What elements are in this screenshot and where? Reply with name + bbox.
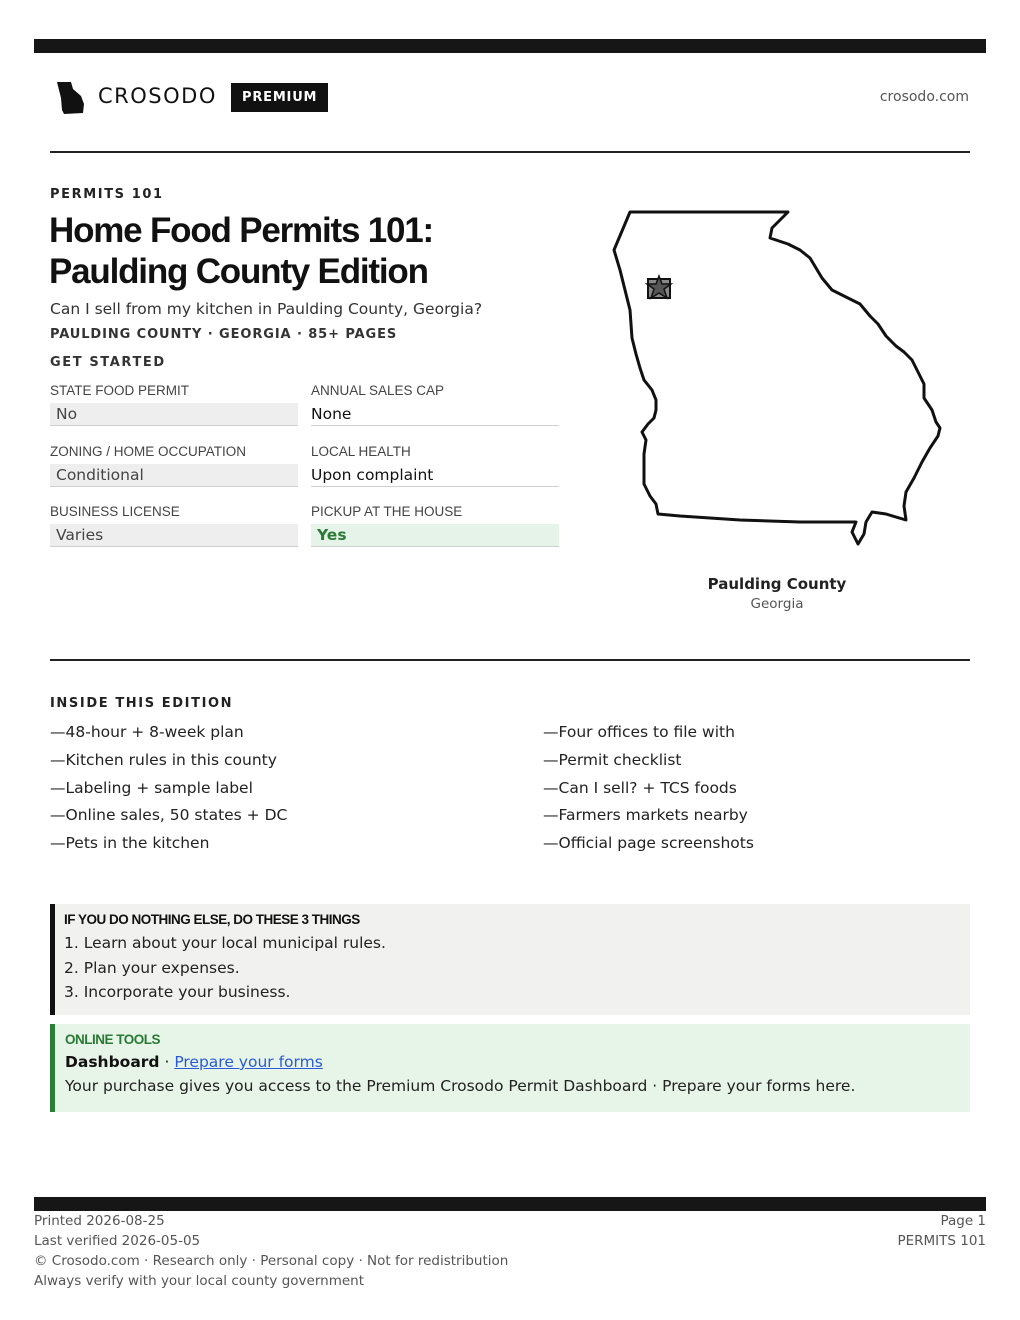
footer-disclaimer: Always verify with your local county government: [34, 1273, 364, 1289]
tools-description: Your purchase gives you access to the Premium Crosodo Permit Dashboard · Prepare your forms here.: [65, 1077, 856, 1095]
toc-item: —48-hour + 8-week plan: [50, 723, 244, 741]
field-label: PICKUP AT THE HOUSE: [311, 504, 463, 519]
field-value: Yes: [311, 524, 559, 547]
field-value: Upon complaint: [311, 464, 559, 487]
field-value: Varies: [50, 524, 298, 547]
field-business-license: [50, 504, 298, 547]
section-divider: [50, 659, 970, 661]
title-line-1: Home Food Permits 101:: [49, 211, 433, 250]
site-url[interactable]: crosodo.com: [879, 89, 969, 105]
footer-copyright: © Crosodo.com · Research only · Personal copy · Not for redistribution: [34, 1253, 509, 1269]
tools-title: ONLINE TOOLS: [65, 1032, 161, 1047]
callout-item: 1. Learn about your local municipal rules.: [64, 934, 386, 952]
field-label: BUSINESS LICENSE: [50, 504, 180, 519]
field-label: ANNUAL SALES CAP: [311, 383, 445, 398]
toc-list-left: [50, 723, 490, 862]
page-header: [50, 78, 970, 118]
footer-verified: Last verified 2026-05-05: [34, 1233, 201, 1249]
field-annual-sales-cap: [311, 383, 559, 426]
brand-name: CROSODO: [98, 84, 217, 108]
toc-item: —Labeling + sample label: [50, 778, 253, 797]
premium-badge: PREMIUM: [231, 83, 328, 112]
map-county-label: Paulding County: [707, 575, 847, 593]
section-kicker: PERMITS 101: [50, 187, 164, 202]
toc-item: —Permit checklist: [543, 750, 682, 769]
edition-meta: PAULDING COUNTY · GEORGIA · 85+ PAGES: [50, 327, 398, 342]
toc-item: —Can I sell? + TCS foods: [543, 778, 737, 797]
field-label: LOCAL HEALTH: [311, 444, 411, 459]
field-pickup-at-house: [311, 504, 559, 547]
field-value: Conditional: [50, 464, 298, 487]
toc-list-right: [543, 723, 983, 862]
field-state-food-permit: [50, 383, 298, 426]
toc-item: —Official page screenshots: [543, 834, 754, 853]
callout-item: 2. Plan your expenses.: [64, 958, 240, 977]
footer-page-number: Page 1: [940, 1213, 986, 1229]
prepare-forms-link[interactable]: Prepare your forms: [174, 1053, 323, 1071]
callout-title: IF YOU DO NOTHING ELSE, DO THESE 3 THINGS: [64, 912, 360, 927]
title-line-2: Paulding County Edition: [49, 252, 428, 291]
header-divider: [50, 151, 970, 153]
tools-dashboard-line: [65, 1053, 970, 1071]
field-value: No: [50, 403, 298, 426]
top-rule-bar: [34, 39, 986, 53]
field-zoning: [50, 444, 298, 487]
county-marker-icon: [647, 276, 671, 298]
bottom-rule-bar: [34, 1197, 986, 1211]
toc-item: —Farmers markets nearby: [543, 806, 748, 825]
callout-item: 3. Incorporate your business.: [64, 983, 291, 1001]
georgia-map: [600, 200, 950, 560]
dashboard-label: Dashboard: [65, 1053, 160, 1071]
page-title: [49, 210, 589, 292]
field-local-health: [311, 444, 559, 487]
field-label: ZONING / HOME OCCUPATION: [50, 444, 247, 459]
get-started-heading: GET STARTED: [50, 355, 166, 370]
page-subtitle: Can I sell from my kitchen in Paulding County, Georgia?: [50, 300, 483, 318]
inside-edition-heading: INSIDE THIS EDITION: [50, 696, 234, 711]
toc-item: —Kitchen rules in this county: [50, 750, 277, 769]
georgia-logo-icon: [54, 80, 88, 116]
toc-item: —Online sales, 50 states + DC: [50, 806, 288, 825]
field-value: None: [311, 403, 559, 426]
three-things-callout: [50, 904, 970, 1015]
online-tools-box: [50, 1024, 970, 1112]
georgia-outline: [614, 212, 940, 544]
footer-printed: Printed 2026-08-25: [34, 1213, 165, 1229]
tools-separator: ·: [159, 1053, 175, 1071]
toc-item: —Four offices to file with: [543, 723, 735, 741]
map-state-label: Georgia: [750, 596, 804, 612]
toc-item: —Pets in the kitchen: [50, 834, 210, 853]
footer-section: PERMITS 101: [897, 1233, 986, 1249]
field-label: STATE FOOD PERMIT: [50, 383, 190, 398]
